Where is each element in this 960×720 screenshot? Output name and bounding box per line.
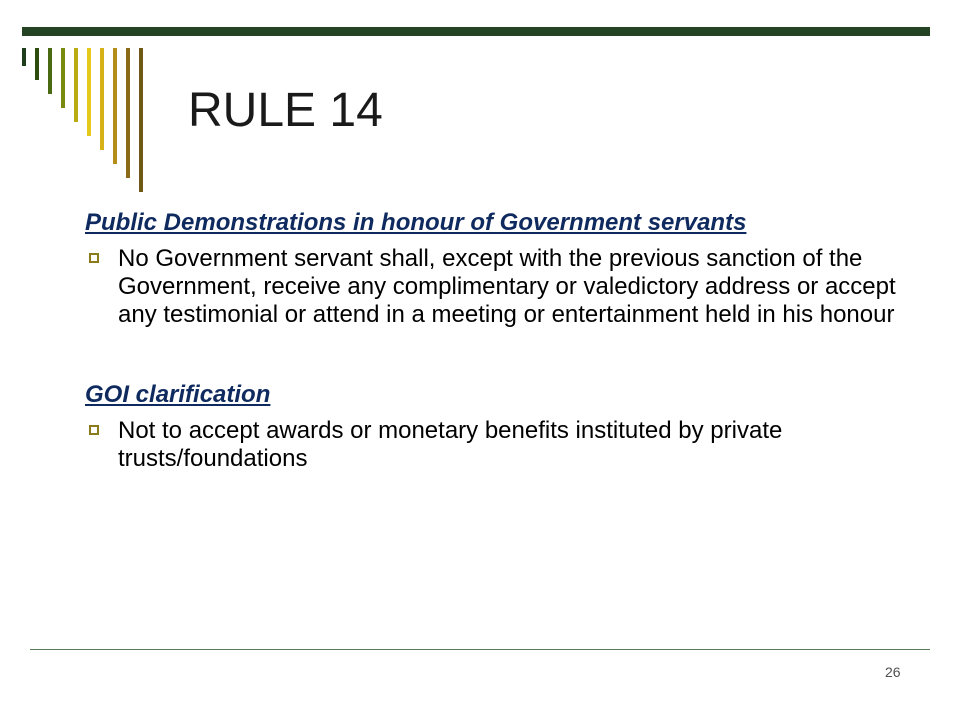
stripe xyxy=(139,48,143,192)
square-bullet-icon xyxy=(89,425,99,435)
square-bullet-icon xyxy=(89,253,99,263)
page-number: 26 xyxy=(885,664,901,680)
slide-content xyxy=(85,207,925,473)
stripe xyxy=(61,48,65,108)
stripe xyxy=(74,48,78,122)
top-rule xyxy=(22,27,930,36)
footer-rule xyxy=(30,649,930,650)
stripe xyxy=(113,48,117,164)
stripe xyxy=(22,48,26,66)
stripe xyxy=(48,48,52,94)
stripe xyxy=(126,48,130,178)
stripe xyxy=(100,48,104,150)
stripe xyxy=(35,48,39,80)
section-heading: Public Demonstrations in honour of Government servants xyxy=(85,209,747,236)
bullet-text: Not to accept awards or monetary benefits instituted by private trusts/foundations xyxy=(118,417,783,472)
bullet-item xyxy=(85,245,925,329)
bullet-item xyxy=(85,417,925,473)
stripe xyxy=(87,48,91,136)
slide-title: RULE 14 xyxy=(188,84,383,137)
bullet-text: No Government servant shall, except with the previous sanction of the Government, receive any complimentary or valedictory address or accept any testimonial or attend in a meeting or entertainment held in his honour xyxy=(118,245,896,328)
section-heading: GOI clarification xyxy=(85,381,271,408)
